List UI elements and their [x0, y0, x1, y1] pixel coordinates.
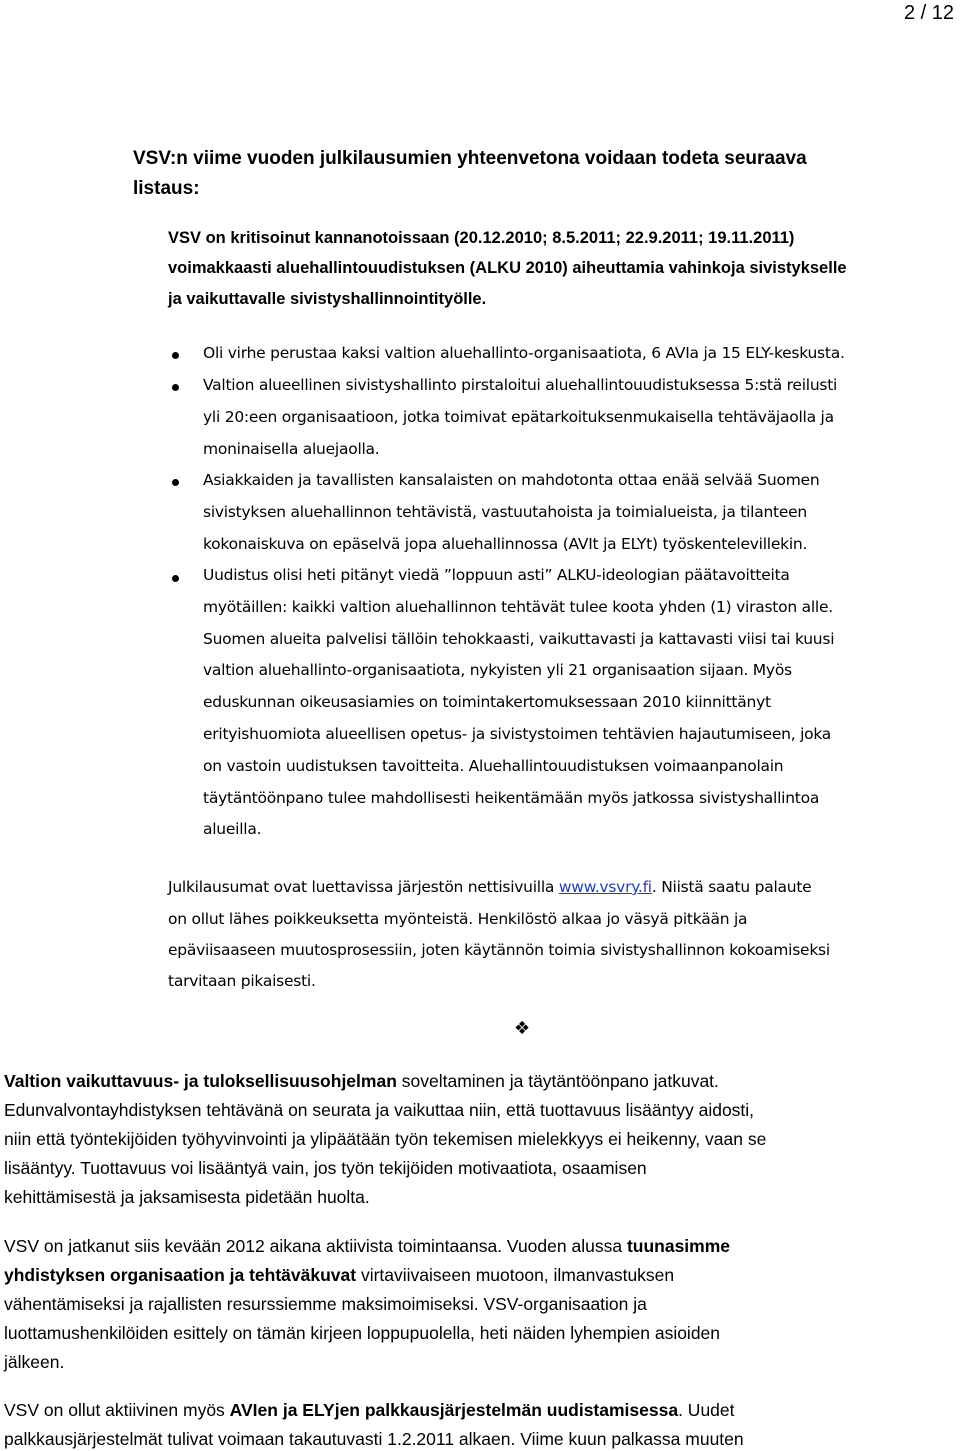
bullet-4-line-3: Suomen alueita palvelisi tällöin tehokkaasti, vaikuttavasti ja kattavasti viisi tai kuusi — [203, 630, 835, 648]
para1-line-4: lisääntyy. Tuottavuus voi lisääntyä vain, jos työn tekijöiden motivaatiota, osaamisen — [4, 1158, 647, 1178]
bullet-4-line-2: myötäillen: kaikki valtion aluehallinnon tehtävät tulee koota yhden (1) viraston alle. — [203, 598, 833, 616]
para3-line-1: VSV on ollut aktiivinen myös AVIen ja ELYjen palkkausjärjestelmän uudistamisessa. Uudet — [4, 1400, 735, 1420]
criticism-line-3: ja vaikuttavalle sivistyshallinnointityölle. — [168, 290, 487, 308]
bullet-2-line-1: Valtion alueellinen sivistyshallinto pirstaloitui aluehallintouudistuksessa 5:stä reilusti — [203, 376, 838, 394]
separator-diamond-icon: ❖ — [514, 1018, 531, 1039]
para2-line-1: VSV on jatkanut siis kevään 2012 aikana aktiivista toimintaansa. Vuoden alussa tuunasimme — [4, 1236, 731, 1256]
bullet-4-line-5: eduskunnan oikeusasiamies on toimintakertomuksessaan 2010 kiinnittänyt — [203, 693, 771, 711]
page-number: 2 / 12 — [904, 2, 955, 24]
bullet-3-line-2: sivistyksen aluehallinnon tehtävistä, vastuutahoista ja toimialueista, ja tilanteen — [203, 503, 807, 521]
bullet-2-line-3: moninaisella aluejaolla. — [203, 440, 380, 458]
para1-line-2: Edunvalvontayhdistyksen tehtävänä on seurata ja vaikuttaa niin, että tuottavuus lisääntyy aidosti, — [4, 1100, 755, 1120]
bullet-dot — [172, 479, 179, 486]
bullet-3-line-1: Asiakkaiden ja tavallisten kansalaisten on mahdotonta ottaa enää selvää Suomen — [203, 471, 820, 489]
heading-line-2: listaus: — [133, 178, 200, 199]
bullet-4-line-9: alueilla. — [203, 820, 262, 838]
para1-line-3: niin että työntekijöiden työhyvinvointi ja ylipäätään työn tekemisen mielekkyys ei heikenny, vaan se — [4, 1129, 767, 1149]
bullet-3-line-3: kokonaiskuva on epäselvä jopa aluehallinnossa (AVIt ja ELYt) työskentelevillekin. — [203, 535, 808, 553]
bullet-4-line-7: on vastoin uudistuksen tavoitteita. Aluehallintouudistuksen voimaanpanolain — [203, 757, 784, 775]
statements-line-1: Julkilausumat ovat luettavissa järjestön nettisivuilla www.vsvry.fi. Niistä saatu palaute — [168, 878, 812, 896]
criticism-line-1: VSV on kritisoinut kannanotoissaan (20.12.2010; 8.5.2011; 22.9.2011; 19.11.2011) — [168, 229, 795, 247]
statements-line-4: tarvitaan pikaisesti. — [168, 972, 316, 990]
bullet-4-line-4: valtion aluehallinto-organisaatiota, nykyisten yli 21 organisaation sijaan. Myös — [203, 661, 792, 679]
para3-line-2: palkkausjärjestelmät tulivat voimaan takautuvasti 1.2.2011 alkaen. Viime kuun palkassa muuten — [4, 1429, 744, 1449]
para2-line-4: luottamushenkilöiden esittely on tämän kirjeen loppupuolella, heti näiden lyhempien asioiden — [4, 1323, 721, 1343]
bullet-1-line-1: Oli virhe perustaa kaksi valtion aluehallinto-organisaatiota, 6 AVIa ja 15 ELY-keskusta. — [203, 344, 845, 362]
bullet-4-line-8: täytäntöönpano tulee mahdollisesti heikentämään myös jatkossa sivistyshallintoa — [203, 789, 820, 807]
para1-line-1: Valtion vaikuttavuus- ja tuloksellisuusohjelman soveltaminen ja täytäntöönpano jatkuvat. — [4, 1071, 719, 1091]
bullet-dot — [172, 575, 179, 582]
para1-line-5: kehittämisestä ja jaksamisesta pidetään huolta. — [4, 1187, 370, 1207]
bullet-dot — [172, 352, 179, 359]
bullet-2-line-2: yli 20:een organisaatioon, jotka toimivat epätarkoituksenmukaisella tehtäväjaolla ja — [203, 408, 834, 426]
para2-line-5: jälkeen. — [4, 1352, 65, 1372]
para2-line-2: yhdistyksen organisaation ja tehtäväkuvat virtaviivaiseen muotoon, ilmanvastuksen — [4, 1265, 675, 1285]
bullet-4-line-1: Uudistus olisi heti pitänyt viedä ”loppuun asti” ALKU-ideologian päätavoitteita — [203, 566, 790, 584]
bullet-4-line-6: erityishuomiota alueellisen opetus- ja sivistystoimen tehtävien hajautumiseen, joka — [203, 725, 832, 743]
statements-line-3: epäviisaaseen muutosprosessiin, joten käytännön toimia sivistyshallinnon kokoamiseksi — [168, 941, 830, 959]
criticism-line-2: voimakkaasti aluehallintouudistuksen (ALKU 2010) aiheuttamia vahinkoja sivistykselle — [168, 259, 847, 277]
para2-line-3: vähentämiseksi ja rajallisten resurssiemme maksimoimiseksi. VSV-organisaation ja — [4, 1294, 647, 1314]
heading-line-1: VSV:n viime vuoden julkilausumien yhteenvetona voidaan todeta seuraava — [133, 148, 807, 169]
statements-line-2: on ollut lähes poikkeuksetta myönteistä. Henkilöstö alkaa jo väsyä pitkään ja — [168, 910, 748, 928]
website-link[interactable]: www.vsvry.fi — [558, 878, 652, 896]
bullet-dot — [172, 384, 179, 391]
